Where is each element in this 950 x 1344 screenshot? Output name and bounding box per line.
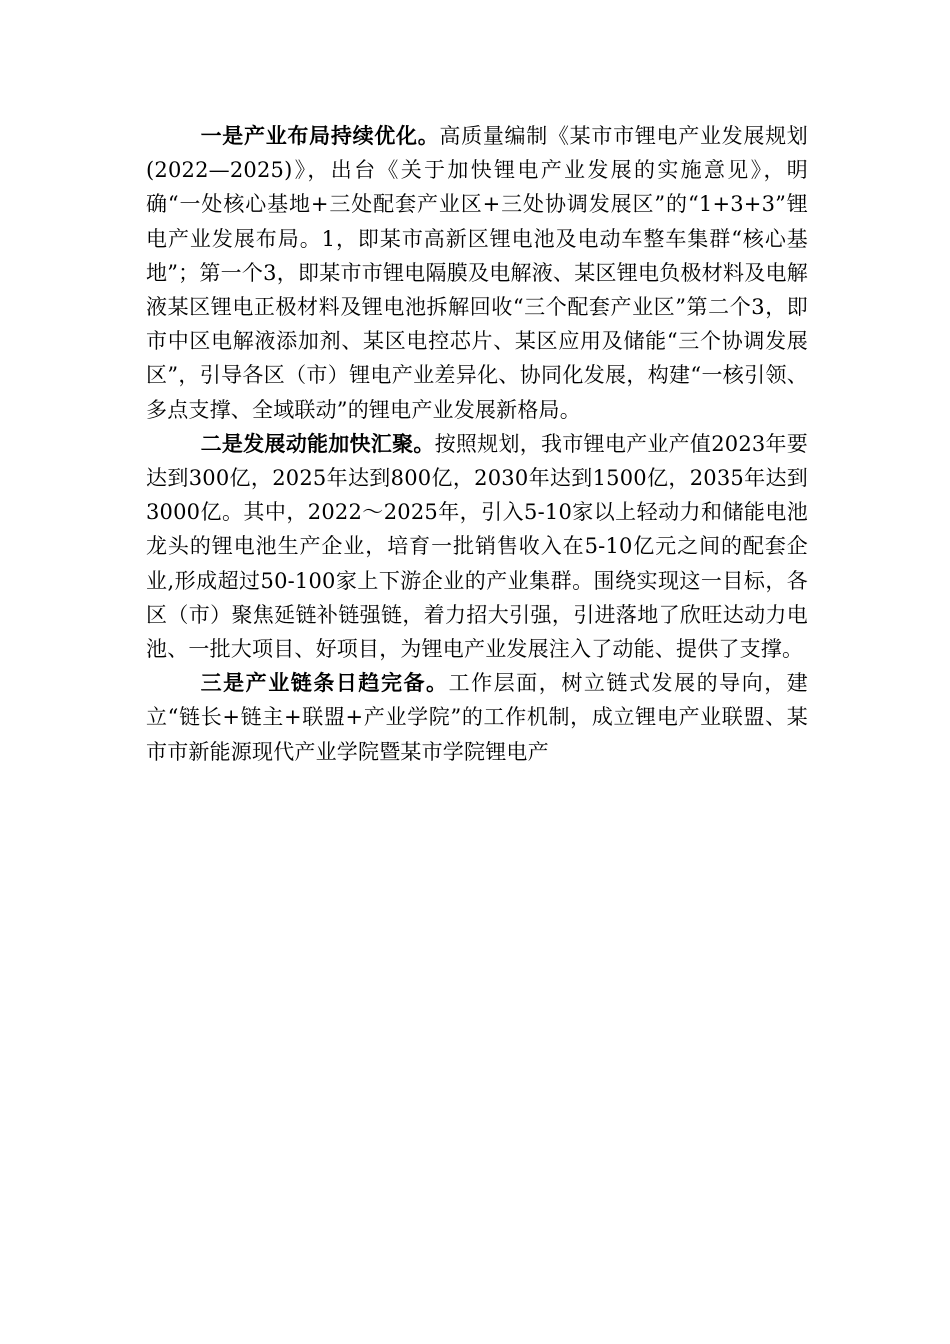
paragraph-body: 按照规划，我市锂电产业产值2023年要达到300亿，2025年达到800亿，2030年达到1500亿，2035年达到3000亿。其中，2022～2025年，引入5-10家以上轻动力和储能电池龙头的锂电池生产企业，培育一批销售收入在5-10亿元之间的配套企业,形成超过50-100家上下游企业的产业集群。围绕实现这一目标，各区（市）聚焦延链补链强链，着力招大引强，引进落地了欣旺达动力电池、一批大项目、好项目，为锂电产业发展注入了动能、提供了支撑。 (146, 431, 808, 662)
paragraph-heading: 一是产业布局持续优化。 (200, 123, 440, 148)
paragraph-development-momentum (146, 427, 808, 666)
paragraph-heading: 二是发展动能加快汇聚。 (200, 430, 435, 456)
document-page (146, 119, 808, 1344)
paragraph-heading: 三是产业链条日趋完备。 (200, 670, 449, 696)
paragraph-body: 工作层面，树立链式发展的导向，建立“链长+链主+联盟+产业学院”的工作机制，成立锂电产业联盟、某市市新能源现代产业学院暨某市学院锂电产 (146, 671, 809, 764)
paragraph-industry-layout (146, 119, 808, 427)
paragraph-body: 高质量编制《某市市锂电产业发展规划(2022—2025)》，出台《关于加快锂电产业发展的实施意见》，明确“一处核心基地+三处配套产业区+三处协调发展区”的“1+3+3”锂电产业发展布局。1，即某市高新区锂电池及电动车整车集群“核心基地”；第一个3，即某市市锂电隔膜及电解液、某区锂电负极材料及电解液某区锂电正极材料及锂电池拆解回收“三个配套产业区”第二个3，即市中区电解液添加剂、某区电控芯片、某区应用及储能“三个协调发展区”，引导各区（市）锂电产业差异化、协同化发展，构建“一核引领、多点支撑、全域联动”的锂电产业发展新格局。 (146, 124, 808, 422)
paragraph-industry-chain (146, 666, 808, 769)
